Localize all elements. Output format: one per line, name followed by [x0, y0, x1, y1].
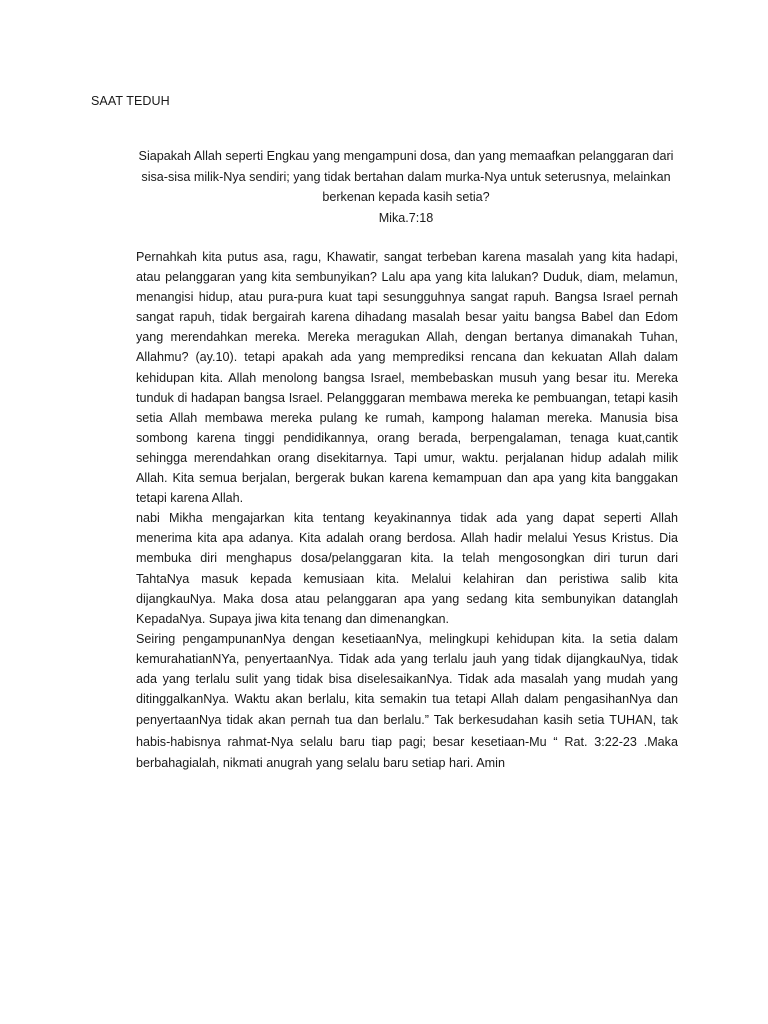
body-line: tunduk di hadapan bangsa Israel. Pelangggaran membawa mereka ke pembuangan, tetapi kasih	[136, 390, 678, 405]
body-line: Seiring pengampunanNya dengan kesetiaanNya, melingkupi kehidupan kita. Ia setia dalam	[136, 631, 678, 646]
body-line: Allahmu? (ay.10). tetapi apakah ada yang memprediksi rencana dan kekuatan Allah dalam	[136, 350, 678, 365]
body-line: habis-habisnya rahmat-Nya selalu baru tiap pagi; besar kesetiaan-Mu “ Rat. 3:22-23 .Maka	[136, 735, 678, 750]
body-line: Allah. Kita semua berjalan, bergerak bukan karena kemampuan dan apa yang kita banggakan	[136, 471, 678, 486]
body-line: membuka diri menghapus dosa/pelanggaran kita. Ia telah mengosongkan diri turun dari	[136, 551, 678, 566]
document-title: SAAT TEDUH	[91, 94, 170, 108]
body-line: penyertaanNya tidak akan pernah tua dan berlalu.” Tak berkesudahan kasih setia TUHAN, tak	[136, 713, 678, 728]
body-line: dijangkauNya. Maka dosa atau pelanggaran apa yang sedang kita sembunyikan datanglah	[136, 591, 678, 606]
body-line: sangat rapuh, tidak bergairah karena dihadang masalah besar yaitu bangsa Babel dan Edom	[136, 310, 678, 325]
body-line: menerima kita apa adanya. Kita adalah orang berdosa. Allah hadir melalui Yesus Kristus. Dia	[136, 531, 678, 546]
body-line: TahtaNya masuk kepada kemusiaan kita. Melalui kelahiran dan peristiwa salib kita	[136, 571, 678, 586]
verse-line: berkenan kepada kasih setia?	[322, 190, 490, 204]
body-line: Pernahkah kita putus asa, ragu, Khawatir, sangat terbeban karena masalah yang kita hadapi,	[136, 250, 678, 264]
devotional-body	[136, 247, 678, 773]
verse-reference: Mika.7:18	[378, 210, 434, 225]
verse-line: sisa-sisa milik-Nya sendiri; yang tidak bertahan dalam murka-Nya untuk seterusnya, melainkan	[141, 169, 671, 184]
body-line: kemurahatianNYa, penyertaanNya. Tidak ada yang terlalu jauh yang tidak dijangkauNya, tidak	[136, 651, 678, 666]
body-line: menangisi hidup, atau pura-pura kuat tapi sesungguhnya sangat rapuh. Bangsa Israel pernah	[136, 290, 678, 305]
body-line: nabi Mikha mengajarkan kita tentang keyakinannya tidak ada yang dapat seperti Allah	[136, 511, 678, 526]
bible-verse	[136, 146, 676, 228]
body-line: ada yang terlalu sulit yang tidak bisa diselesaikanNya. Tidak ada masalah yang mudah yang	[136, 671, 678, 686]
body-line: setia Allah membawa mereka pulang ke rumah, kampong halaman mereka. Manusia bisa	[136, 410, 678, 425]
body-line: kehidupan kita. Allah menolong bangsa Israel, membebaskan musuh yang besar itu. Mereka	[136, 370, 678, 385]
body-line: berbahagialah, nikmati anugrah yang selalu baru setiap hari. Amin	[136, 756, 505, 771]
body-line: sombong karena tinggi pendidikannya, orang berada, berpengalaman, tenaga kuat,cantik	[136, 430, 678, 445]
body-line: KepadaNya. Supaya jiwa kita tenang dan dimenangkan.	[136, 611, 449, 626]
verse-line: Siapakah Allah seperti Engkau yang mengampuni dosa, dan yang memaafkan pelanggaran dari	[138, 149, 674, 163]
body-line: tetapi karena Allah.	[136, 491, 244, 506]
body-line: ditinggalkanNya. Waktu akan berlalu, kita semakin tua tetapi Allah dalam pengasihanNya dan	[136, 692, 678, 707]
body-line: atau pelanggaran yang kita sembunyikan? Lalu apa yang kita lalukan? Duduk, diam, melamun,	[136, 270, 678, 285]
body-line: yang merendahkan mereka. Mereka meragukan Allah, dengan bertanya dimanakah Tuhan,	[136, 330, 678, 345]
body-line: sehingga merendahkan orang disekitarnya. Tapi umur, waktu. perjalanan hidup adalah milik	[136, 450, 678, 465]
